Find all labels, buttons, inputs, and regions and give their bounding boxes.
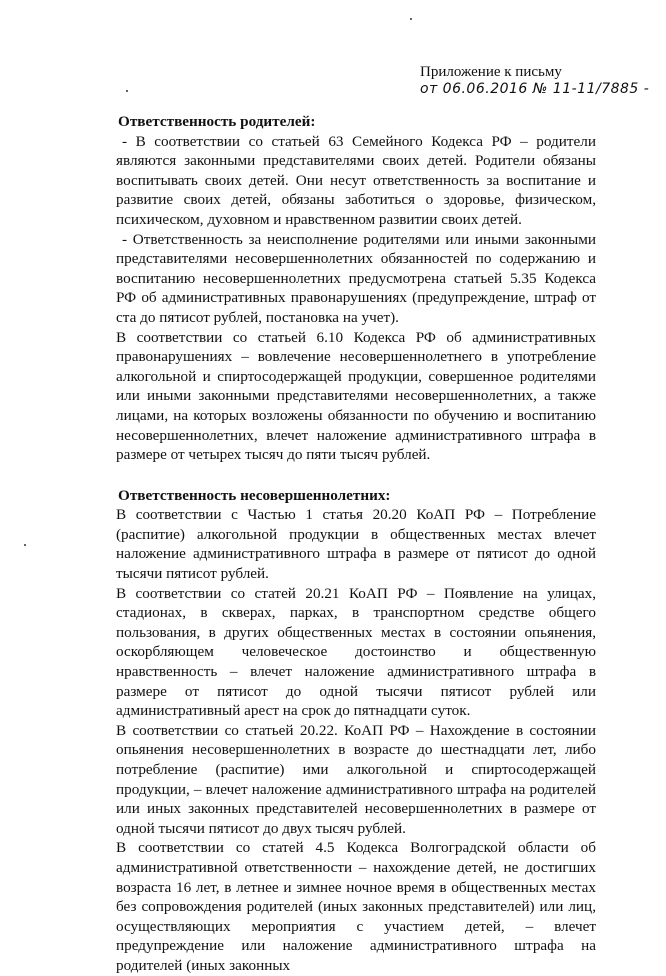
scan-speck — [126, 90, 128, 92]
annex-title: Приложение к письму — [420, 64, 562, 80]
annex-letter-reference: от 06.06.2016 № 11-11/7885 - — [420, 81, 650, 97]
section-heading-minors: Ответственность несовершеннолетних: — [118, 486, 391, 504]
paragraph: - В соответствии со статьей 63 Семейного Кодекса РФ – родители являются законными представителями своих детей. Родители обязаны воспитывать своих детей. Они несут ответственность за воспитание и развитие своих детей, обязаны заботиться о здоровье, физическом, психическом, духовном и нравственном развитии своих детей. — [116, 132, 596, 228]
annex-note — [420, 64, 660, 98]
paragraph: В соответствии со статей 4.5 Кодекса Волгоградской области об административной ответственности – нахождение детей, не достигших возраста 16 лет, в летнее и зимнее ночное время в общественных местах без сопровождения родителей (иных законных представителей) или лиц, осуществляющих мероприятия с участием детей, – влечет предупреждение или наложение административного штрафа на родителей (иных законных — [116, 839, 596, 974]
paragraph: В соответствии с Частью 1 статья 20.20 КоАП РФ – Потребление (распитие) алкогольной продукции в общественных местах влечет наложение административного штрафа в размере от пятисот до одной тысячи пятисот рублей. — [116, 506, 596, 583]
paragraph: В соответствии со статьей 6.10 Кодекса РФ об административных правонарушениях – вовлечение несовершеннолетнего в употребление алкогольной и спиртосодержащей продукции, совершенное родителями или иными законными представителями несовершеннолетних, а также лицами, на которых возложены обязанности по обучению и воспитанию несовершеннолетних, влечет наложение административного штрафа в размере от четырех тысяч до пяти тысяч рублей. — [116, 328, 596, 464]
document-body — [116, 112, 596, 976]
paragraph: - Ответственность за неисполнение родителями или иными законными представителями несовершеннолетних обязанностей по содержанию и воспитанию несовершеннолетних предусмотрена статьей 5.35 Кодекса РФ об административных правонарушениях (предупреждение, штраф от ста до пятисот рублей, постановка на учет). — [116, 230, 596, 326]
section-gap — [116, 465, 596, 486]
section-heading-parents: Ответственность родителей: — [118, 113, 316, 130]
paragraph: В соответствии со статьей 20.22. КоАП РФ – Нахождение в состоянии опьянения несовершеннолетних в возрасте до шестнадцати лет, либо потребление (распитие) ими алкогольной и спиртосодержащей продукции, – влечет наложение административного штрафа на родителей или иных законных представителей несовершеннолетних в размере от одной тысячи пятисот до двух тысяч рублей. — [116, 721, 596, 837]
paragraph: В соответствии со статей 20.21 КоАП РФ – Появление на улицах, стадионах, в скверах, парках, в транспортном средстве общего пользования, в других общественных местах в состоянии опьянения, оскорбляющем человеческое достоинство и общественную нравственность – влечет наложение административного штрафа в размере от пятисот до одной тысячи пятисот рублей или административный арест на срок до пятнадцати суток. — [116, 584, 596, 720]
scan-speck — [24, 544, 26, 546]
scan-speck — [410, 18, 412, 20]
